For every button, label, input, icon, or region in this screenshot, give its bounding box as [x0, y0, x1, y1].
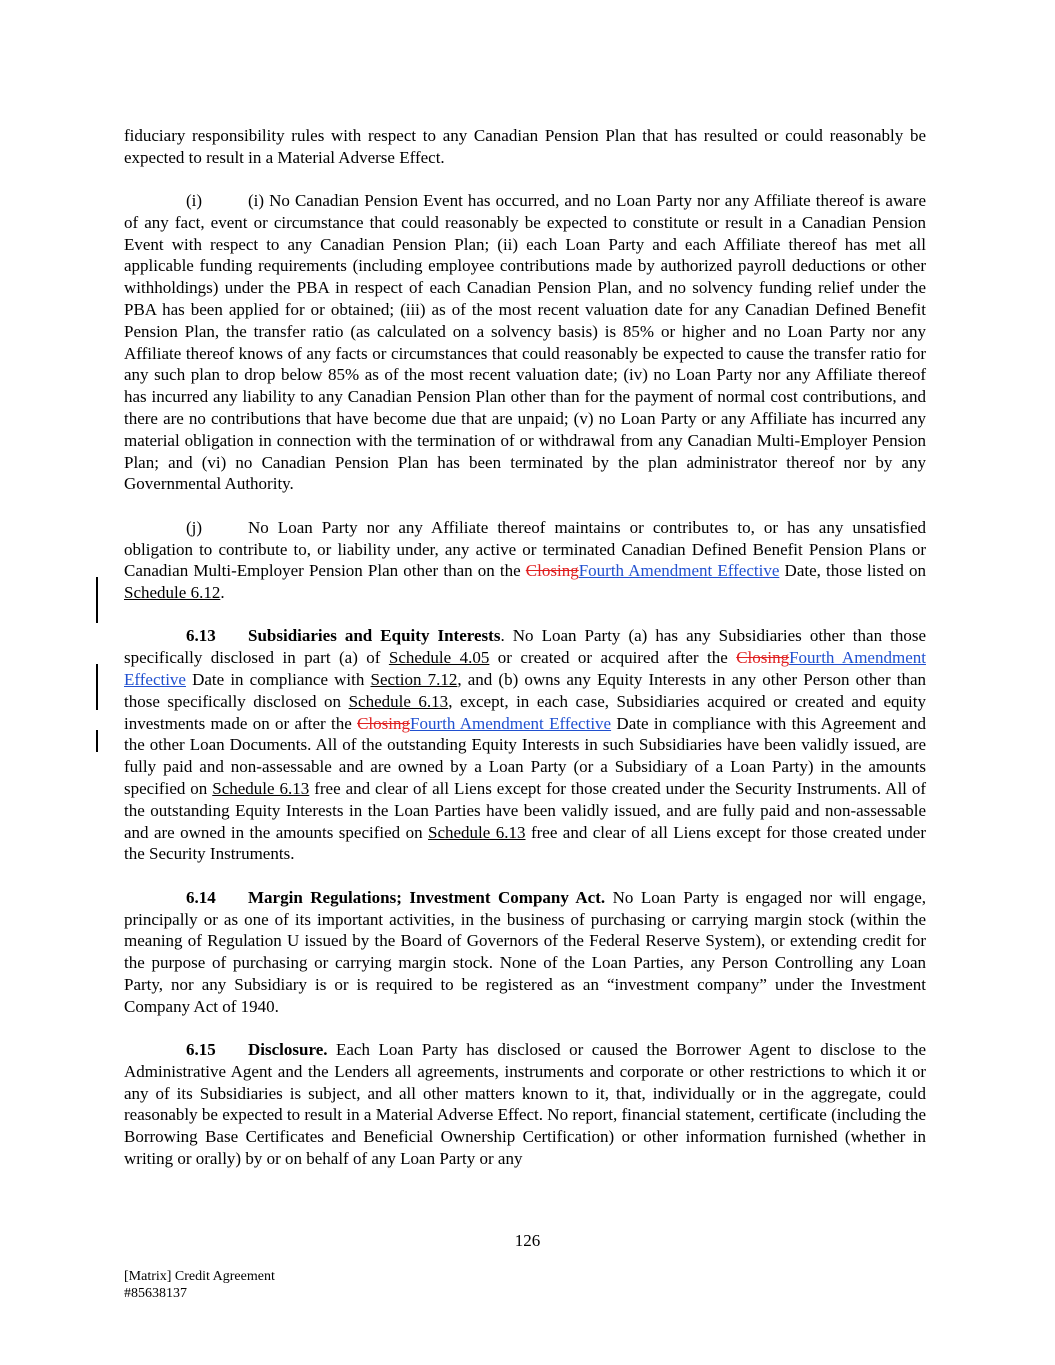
inserted-text: Fourth Amendment Effective — [410, 713, 612, 733]
page-number: 126 — [514, 1231, 541, 1250]
change-bar — [96, 664, 98, 710]
paragraph-j — [124, 517, 926, 604]
schedule-reference: Schedule 6.13 — [212, 779, 310, 799]
section-number: 6.13 — [186, 626, 216, 646]
deleted-text: Closing — [525, 561, 579, 581]
paragraph-text: free and clear of all Liens except for those created under the Security Instruments. All of the outstanding Equity Interests in the Loan Parties have been validly issued, and are fully paid and non-assessable and are owned in the amounts specified on — [124, 779, 926, 842]
section-6-13 — [124, 625, 926, 865]
section-number: 6.14 — [186, 887, 216, 907]
schedule-reference: Schedule 4.05 — [388, 648, 490, 668]
change-bar — [96, 577, 98, 623]
paragraph-text: , except, in each case, Subsidiaries acquired or created and equity investments made on or after the — [124, 691, 926, 733]
deleted-text: Closing — [736, 648, 790, 668]
paragraph-text: fiduciary responsibility rules with respect to any Canadian Pension Plan that has resulted or could reasonably be expected to result in a Material Adverse Effect. — [124, 126, 926, 167]
schedule-reference: Schedule 6.13 — [348, 691, 449, 711]
paragraph-label: (j) — [186, 517, 203, 537]
section-reference: Section 7.12 — [370, 670, 458, 690]
footer-doc-id: #85638137 — [124, 1286, 187, 1301]
deleted-text: Closing — [357, 713, 410, 733]
section-6-14 — [124, 887, 926, 1018]
section-number: 6.15 — [186, 1039, 216, 1059]
paragraph-text: No Loan Party nor any Affiliate thereof maintains or contributes to, or has any unsatisfied obligation to contribute to, or liability under, any active or terminated Canadian Defined Benefit Pension Plans or Canadian Multi-Employer Pension Plan other than on the — [124, 517, 926, 581]
footer-doc-title: [Matrix] Credit Agreement — [124, 1269, 275, 1284]
paragraph-i — [124, 190, 926, 495]
section-title: Disclosure. — [248, 1039, 328, 1059]
section-title: Subsidiaries and Equity Interests — [248, 626, 501, 646]
paragraph-label: (i) — [186, 191, 203, 211]
paragraph-text: Each Loan Party has disclosed or caused the Borrower Agent to disclose to the Administrative Agent and the Lenders all agreements, instruments and corporate or other restrictions to which it or any of its Subsidiaries is subject, and all other matters known to it, that, individually or in the aggregate, could reasonably be expected to result in a Material Adverse Effect. No report, financial statement, certificate (including the Borrowing Base Certificates and Beneficial Ownership Certification) or other information furnished (whether in writing or orally) by or on behalf of any Loan Party or any — [124, 1039, 926, 1168]
paragraph-text: . No Loan Party (a) has any Subsidiaries other than those specifically disclosed in part (a) of — [124, 626, 927, 668]
paragraph-text: . — [220, 583, 225, 603]
paragraph-text: , and (b) owns any Equity Interests in any other Person other than those specifically disclosed on — [124, 670, 927, 711]
paragraph-continuation — [124, 125, 926, 169]
paragraph-text: Date in compliance with — [185, 670, 371, 690]
schedule-reference: Schedule 6.13 — [428, 822, 526, 842]
section-title: Margin Regulations; Investment Company Act. — [248, 887, 606, 907]
section-6-15 — [124, 1039, 926, 1170]
inserted-text: Fourth Amendment Effective — [578, 561, 780, 581]
change-bar — [96, 730, 98, 752]
paragraph-text: No Loan Party is engaged nor will engage, principally or as one of its important activities, in the business of purchasing or carrying margin stock (within the meaning of Regulation U issued by the Board of Governors of the Federal Reserve System), or extending credit for the purpose of purchasing or carrying margin stock. None of the Loan Parties, any Person Controlling any Loan Party, nor any Subsidiary is or is required to be registered as an “investment company” under the Investment Company Act of 1940. — [124, 887, 926, 1016]
inserted-text: Fourth Amendment Effective — [124, 648, 926, 690]
paragraph-text: Date, those listed on — [779, 561, 927, 581]
document-footer — [124, 1268, 275, 1302]
paragraph-text: (i) No Canadian Pension Event has occurred, and no Loan Party nor any Affiliate thereof is aware of any fact, event or circumstance that could reasonably be expected to constitute or result in a Canadian Pension Event with respect to any Canadian Pension Plan; (ii) each Loan Party and each Affiliate thereof has met all applicable funding requirements (including employee contributions made by authorized payroll deductions or other withholdings) under the PBA in respect of each Canadian Pension Plan, and no solvency funding relief under the PBA has been applied for or obtained; (iii) as of the most recent valuation date for any Canadian Defined Benefit Pension Plan, the transfer ratio (as calculated on a solvency basis) is 85% or higher and no Loan Party nor any Affiliate thereof knows of any facts or circumstances that could reasonably be expected to cause the transfer ratio for any such plan to drop below 85% as of the most recent valuation date; (iv) no Loan Party nor any Affiliate thereof has incurred any liability to any Canadian Pension Plan other than for the payment of normal cost contributions, and there are no contributions that have become due that are unpaid; (v) no Loan Party or any Affiliate has incurred any material obligation in connection with the termination of or withdrawal from any Canadian Multi-Employer Pension Plan; and (vi) no Canadian Pension Plan has been terminated by the plan administrator thereof nor by any Governmental Authority. — [124, 191, 926, 494]
paragraph-text: free and clear of all Liens except for those created under the Security Instruments. — [124, 822, 926, 864]
schedule-reference: Schedule 6.12 — [124, 583, 221, 603]
document-body — [124, 125, 926, 1191]
paragraph-text: or created or acquired after the — [489, 648, 737, 668]
paragraph-text: Date in compliance with this Agreement and the other Loan Documents. All of the outstanding Equity Interests in such Subsidiaries have been validly issued, are fully paid and non-assessable and are owned by a Loan Party (or a Subsidiary of a Loan Party) in the amounts specified on — [124, 713, 926, 799]
